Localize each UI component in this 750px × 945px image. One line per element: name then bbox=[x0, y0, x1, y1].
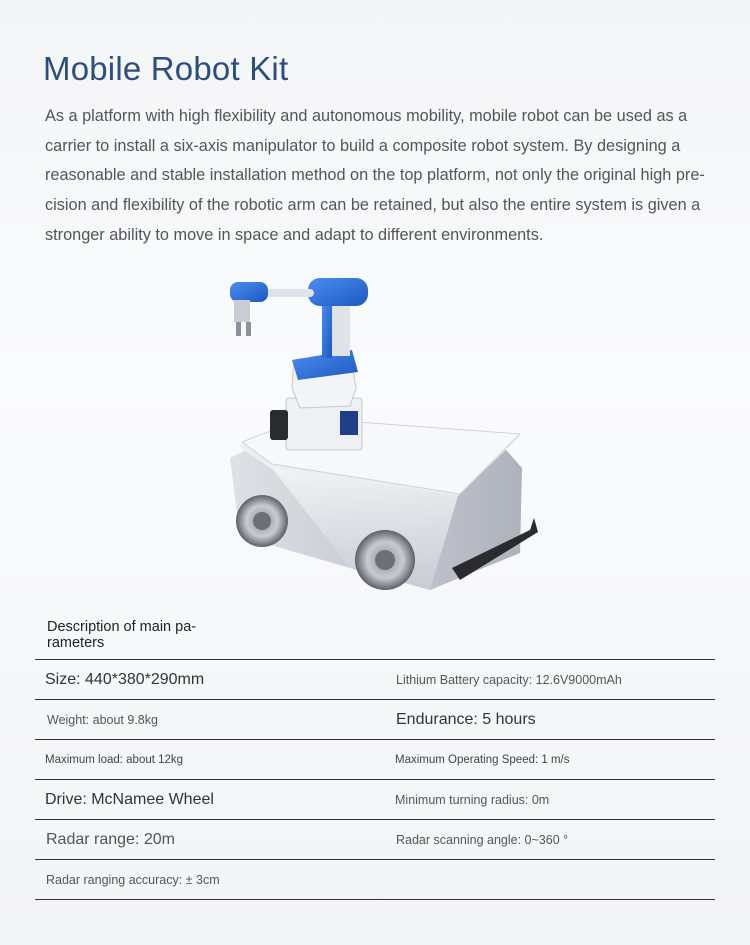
table-row bbox=[35, 860, 715, 900]
param-battery: Lithium Battery capacity: 12.6V9000mAh bbox=[396, 672, 622, 687]
parameters-caption: Description of main pa-rameters bbox=[47, 619, 197, 651]
param-endurance: Endurance: 5 hours bbox=[396, 710, 536, 728]
table-row bbox=[35, 740, 715, 780]
param-drive: Drive: McNamee Wheel bbox=[45, 790, 214, 808]
param-max-speed: Maximum Operating Speed: 1 m/s bbox=[395, 753, 570, 766]
table-row bbox=[35, 700, 715, 740]
intro-paragraph: As a platform with high flexibility and autonomous mobility, mobile robot can be used as a carrier to install a six-axis manipulator to build a composite robot system. By designing a reasonable and stable installation method on the top platform, not only the original high pre-cision and flexibility of the robotic arm can be retained, but also the entire system is given a stronger ability to move in space and adapt to different environments. bbox=[45, 107, 705, 244]
param-radar-range: Radar range: 20m bbox=[46, 830, 175, 848]
param-radar-angle: Radar scanning angle: 0~360 ° bbox=[396, 832, 569, 847]
table-row bbox=[35, 660, 715, 700]
param-weight: Weight: about 9.8kg bbox=[47, 712, 158, 727]
param-size: Size: 440*380*290mm bbox=[45, 670, 205, 688]
parameters-table bbox=[35, 659, 715, 900]
param-turning-radius: Minimum turning radius: 0m bbox=[395, 792, 550, 807]
mobile-robot-image bbox=[200, 268, 550, 616]
param-max-load: Maximum load: about 12kg bbox=[45, 753, 184, 766]
table-row bbox=[35, 780, 715, 820]
param-radar-accuracy: Radar ranging accuracy: ± 3cm bbox=[46, 872, 220, 887]
page-title: Mobile Robot Kit bbox=[43, 50, 289, 87]
table-row bbox=[35, 820, 715, 860]
